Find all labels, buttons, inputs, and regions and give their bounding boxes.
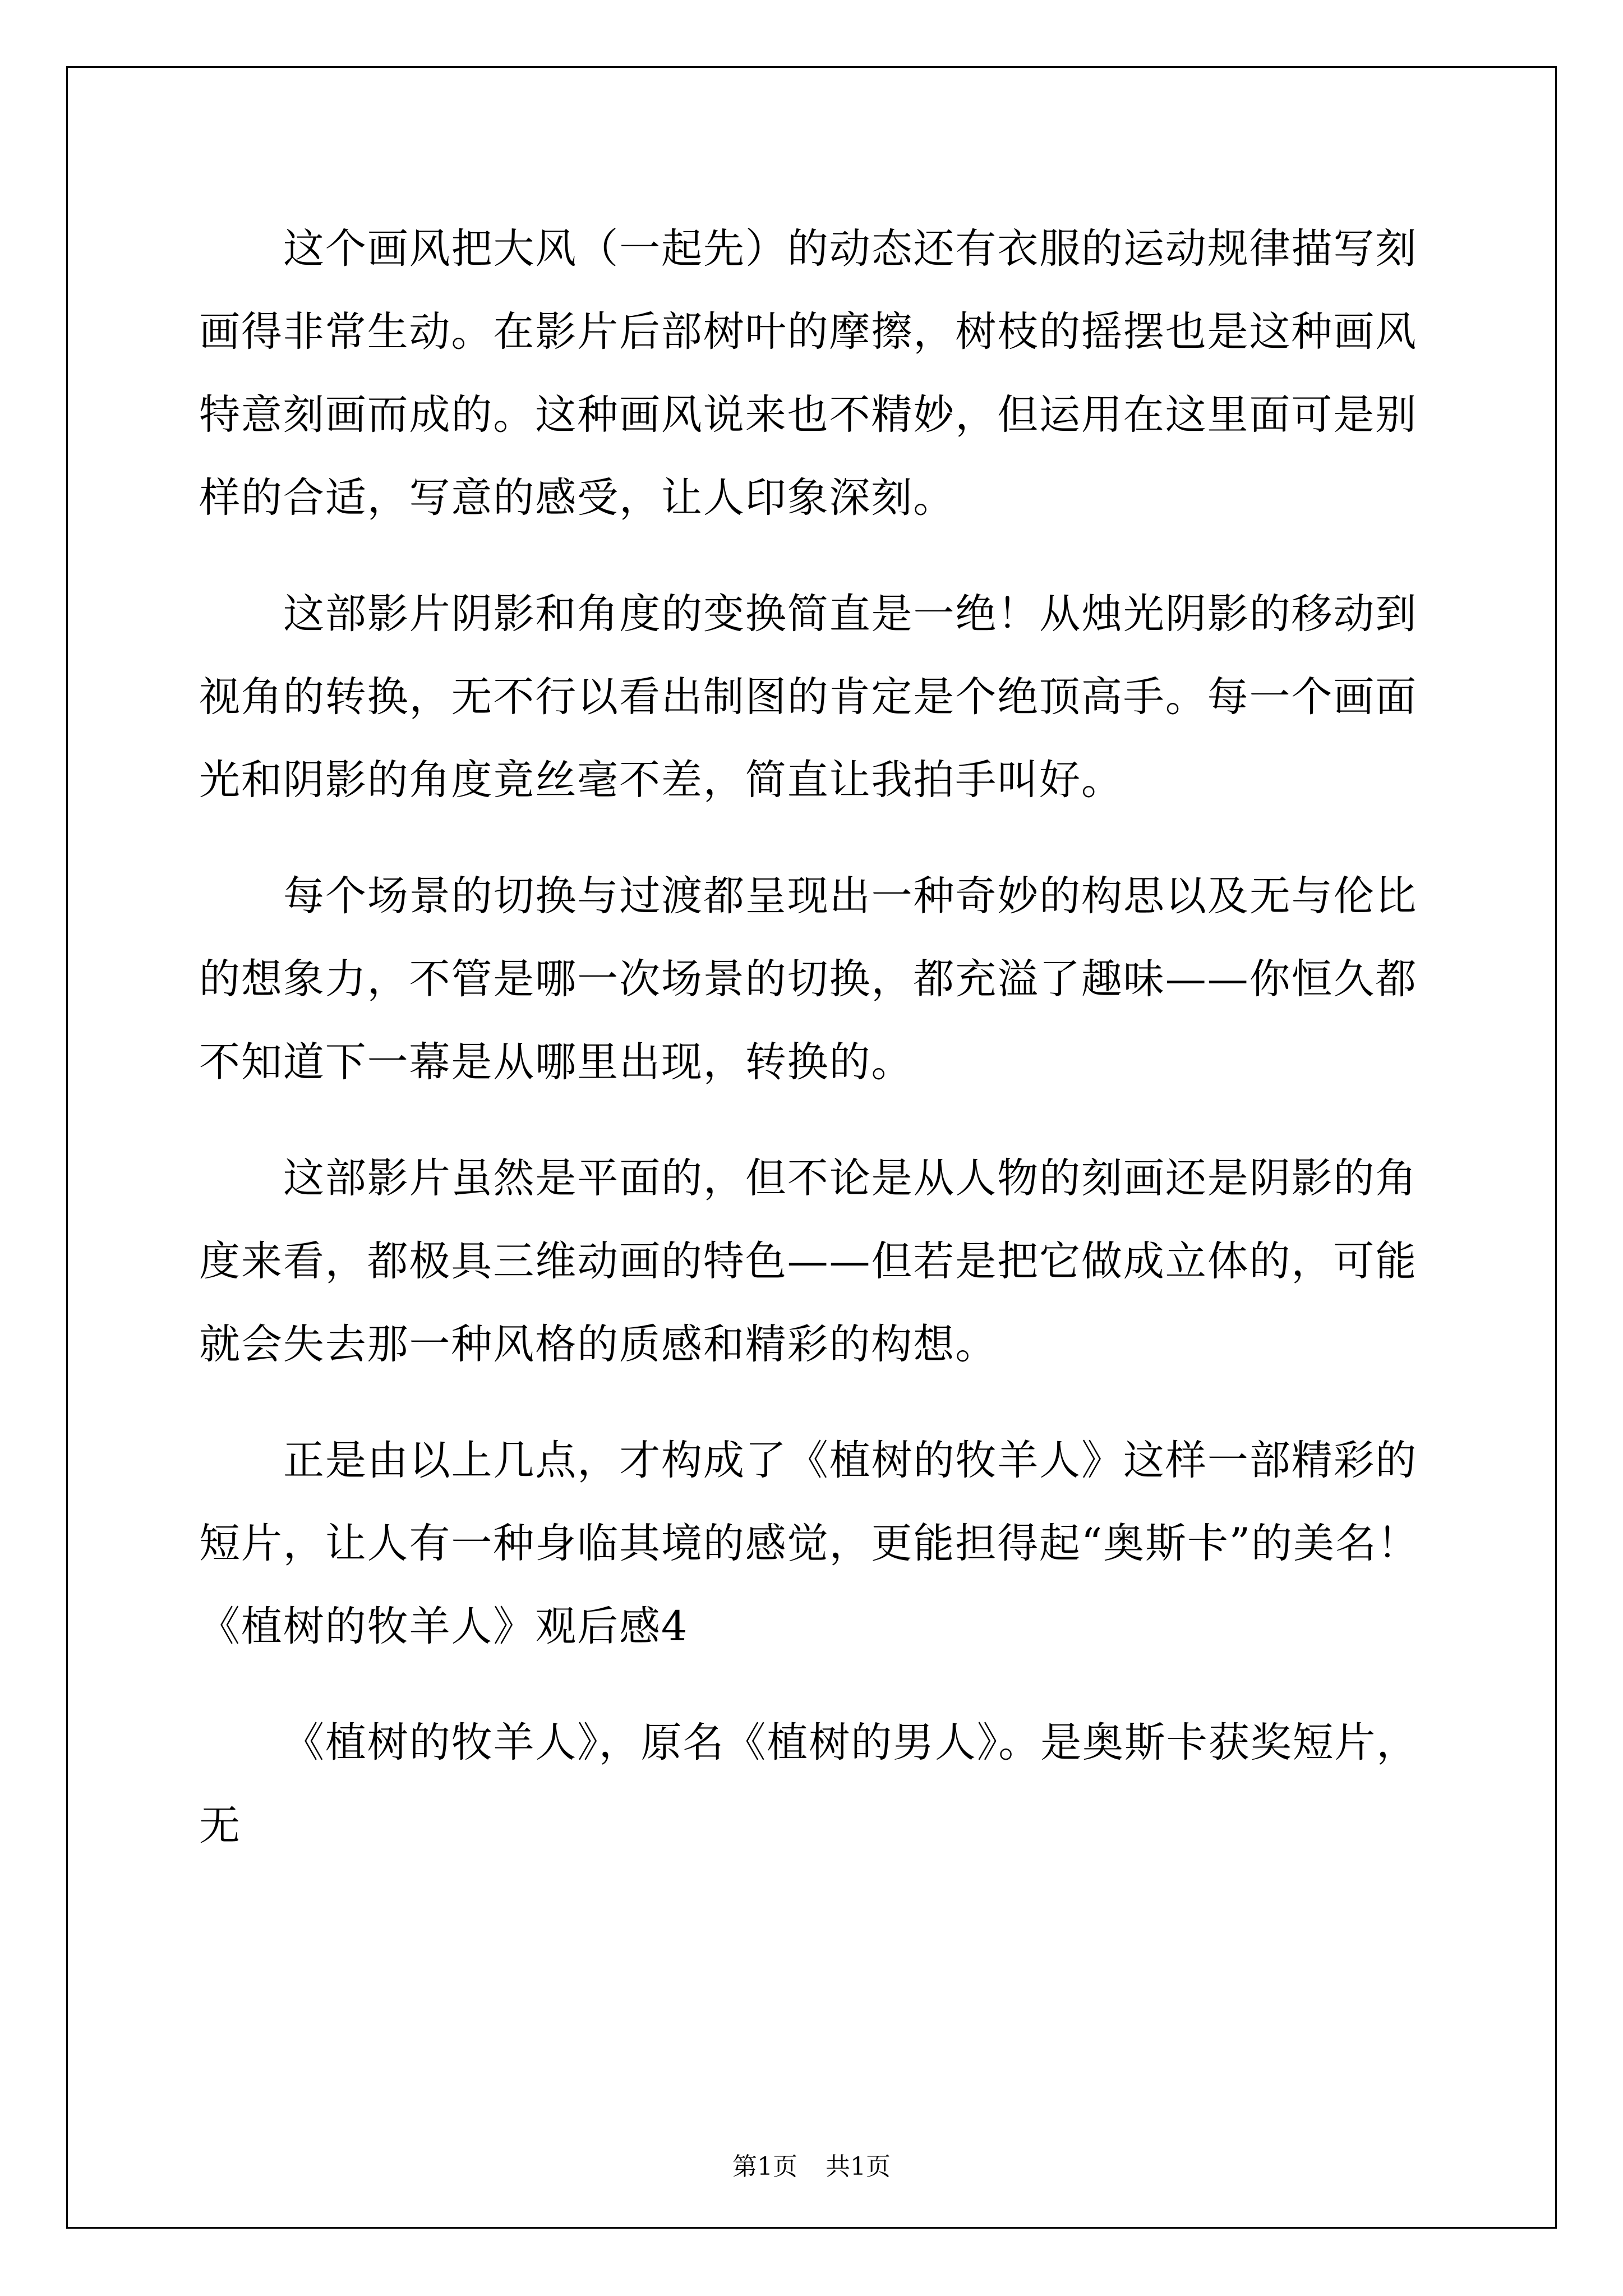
page-footer — [0, 2146, 1623, 2182]
page-number-current: 第1页 — [732, 2152, 797, 2181]
body-paragraph-2: 这部影片阴影和角度的变换简直是一绝！从烛光阴影的移动到视角的转换，无不行以看出制图的肯定是个绝顶高手。每一个画面光和阴影的角度竟丝毫不差，简直让我拍手叫好。 — [199, 590, 1418, 804]
body-paragraph-3: 每个场景的切换与过渡都呈现出一种奇妙的构思以及无与伦比的想象力，不管是哪一次场景的切换，都充溢了趣味——你恒久都不知道下一幕是从哪里出现，转换的。 — [199, 872, 1418, 1086]
section-heading: 《植树的牧羊人》观后感4 — [199, 1603, 689, 1650]
page-number-total: 共1页 — [826, 2152, 891, 2181]
document-body — [199, 208, 1433, 1867]
body-paragraph-6: 《植树的牧羊人》，原名《植树的男人》。是奥斯卡获奖短片，无 — [199, 1719, 1419, 1849]
body-paragraph-4: 这部影片虽然是平面的，但不论是从人物的刻画还是阴影的角度来看，都极具三维动画的特色——但若是把它做成立体的，可能就会失去那一种风格的质感和精彩的构想。 — [199, 1154, 1418, 1368]
body-paragraph-1: 这个画风把大风（一起先）的动态还有衣服的运动规律描写刻画得非常生动。在影片后部树叶的摩擦，树枝的摇摆也是这种画风特意刻画而成的。这种画风说来也不精妙，但运用在这里面可是别样的合适，写意的感受，让人印象深刻。 — [199, 225, 1418, 522]
body-paragraph-5: 正是由以上几点，才构成了《植树的牧羊人》这样一部精彩的短片，让人有一种身临其境的感觉，更能担得起“奥斯卡”的美名！ — [199, 1437, 1419, 1567]
